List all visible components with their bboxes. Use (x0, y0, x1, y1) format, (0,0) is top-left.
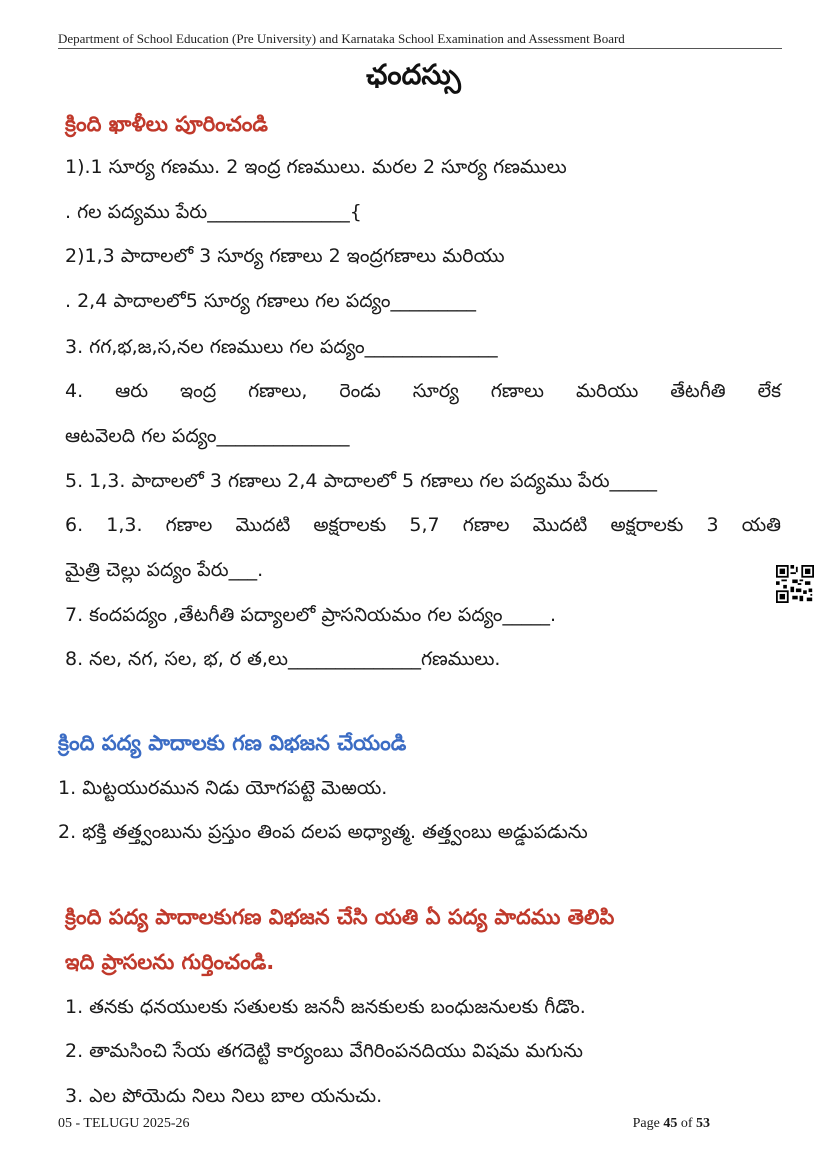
question-line: 6. 1,3. గణాల మొదటి అక్షరాలకు 5,7 గణాల మొదటి అక్షరాలకు 3 యతి (65, 514, 781, 536)
question-line: 1. మిట్టయురమున నిడు యోగపట్టె మెఱయ. (58, 777, 388, 799)
question-line: . 2,4 పాదాలలో5 సూర్య గణాలు గల పద్యం_________ (65, 290, 476, 312)
question-line: 1. తనకు ధనయులకు సతులకు జననీ జనకులకు బంధుజనులకు గీడొం. (65, 996, 586, 1018)
qr-code-icon (776, 565, 814, 603)
section3-heading-continued: ఇది ప్రాసలను గుర్తించండి. (65, 950, 275, 974)
question-line: ఆటవెలది గల పద్యం______________ (65, 425, 350, 447)
question-line: 1).1 సూర్య గణము. 2 ఇంద్ర గణములు. మరల 2 సూర్య గణములు (65, 156, 567, 178)
section1-heading: క్రింది ఖాళీలు పూరించండి (65, 112, 268, 136)
page-current: 45 (663, 1116, 678, 1131)
page-title: ఛందస్సు (366, 58, 461, 91)
section3-heading: క్రింది పద్య పాదాలకుగణ విభజన చేసి యతి ఏ పద్య పాదము తెలిపి (65, 905, 615, 929)
page-number (633, 1116, 710, 1132)
question-line: 8. నల, నగ, సల, భ, ర త,లు______________గణములు. (65, 648, 501, 670)
page-label: Page (632, 1116, 660, 1131)
question-line: . గల పద్యము పేరు_______________{ (65, 201, 362, 223)
question-line: మైత్రి చెల్లు పద్యం పేరు___. (65, 559, 264, 581)
question-line: 2. తామసించి సేయ తగదెట్టి కార్యంబు వేగిరింపనదియు విషమ మగును (65, 1040, 583, 1062)
page-total: 53 (696, 1116, 710, 1131)
footer-subject: 05 - TELUGU 2025-26 (58, 1116, 190, 1131)
question-line: 3. ఎల పోయెదు నిలు నిలు బాల యనుచు. (65, 1085, 383, 1107)
header-divider (58, 48, 782, 49)
page-header: Department of School Education (Pre University) and Karnataka School Examination and Assessment Board (58, 31, 625, 46)
section2-heading: క్రింది పద్య పాదాలకు గణ విభజన చేయండి (58, 731, 407, 755)
question-line: 7. కందపద్యం ,తేటగీతి పద్యాలలో ప్రాసనియమం గల పద్యం_____. (65, 604, 557, 626)
page-of: of (680, 1116, 693, 1131)
question-line: 5. 1,3. పాదాలలో 3 గణాలు 2,4 పాదాలలో 5 గణాలు గల పద్యము పేరు_____ (65, 470, 658, 492)
question-line: 2)1,3 పాదాలలో 3 సూర్య గణాలు 2 ఇంద్రగణాలు మరియు (65, 245, 505, 267)
question-line: 2. భక్తి తత్త్వంబును ప్రస్తుం తింప దలప అధ్యాత్మ. తత్త్వంబు అడ్డుపడును (58, 821, 588, 843)
question-line: 4. ఆరు ఇంద్ర గణాలు, రెండు సూర్య గణాలు మరియు తేటగీతి లేక (65, 380, 781, 402)
question-line: 3. గగ,భ,జ,స,నల గణములు గల పద్యం______________ (65, 336, 498, 358)
